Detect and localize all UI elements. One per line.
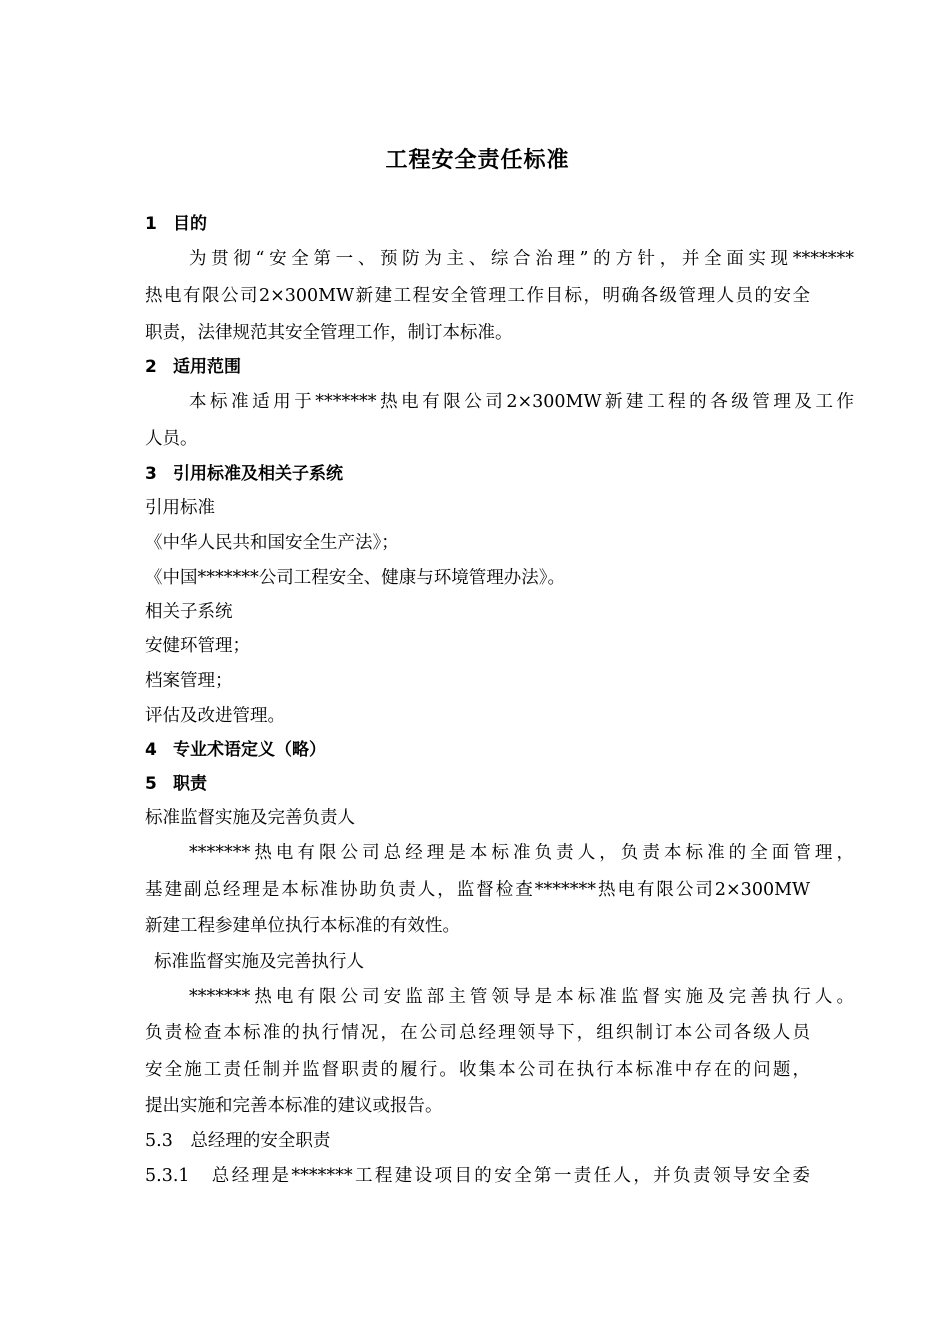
section-heading-3: [145, 462, 810, 486]
paragraph-line: 人员。: [145, 429, 198, 449]
paragraph-line: 5.3.1 总经理是*******工程建设项目的安全第一责任人，并负责领导安全委: [145, 1166, 810, 1186]
subsection-heading: 5.3 总经理的安全职责: [145, 1131, 331, 1151]
document-title: 工程安全责任标准: [385, 148, 570, 173]
section-title: 目的: [173, 214, 207, 234]
section-heading-2: [145, 355, 810, 379]
paragraph-line: 为贯彻“安全第一、预防为主、综合治理”的方针，并全面实现*******: [189, 249, 854, 269]
section-number: 3: [145, 464, 157, 484]
section-heading-4: [145, 738, 810, 762]
section-number: 2: [145, 357, 157, 377]
paragraph-line: 新建工程参建单位执行本标准的有效性。: [145, 916, 460, 936]
list-item: 安健环管理；: [145, 636, 250, 656]
list-item: 档案管理；: [145, 671, 233, 691]
subheading-line: 引用标准: [145, 498, 215, 518]
paragraph-line: 热电有限公司2×300MW新建工程安全管理工作目标，明确各级管理人员的安全: [145, 286, 810, 306]
list-item: 《中国*******公司工程安全、健康与环境管理办法》。: [145, 568, 565, 588]
paragraph-line: 本标准适用于*******热电有限公司2×300MW新建工程的各级管理及工作: [189, 392, 854, 412]
section-heading-1: [145, 212, 810, 236]
paragraph-line: 负责检查本标准的执行情况，在公司总经理领导下，组织制订本公司各级人员: [145, 1023, 810, 1043]
section-title: 职责: [173, 774, 207, 794]
section-number: 5: [145, 774, 157, 794]
section-number: 1: [145, 214, 157, 234]
paragraph-line: 提出实施和完善本标准的建议或报告。: [145, 1096, 443, 1116]
subheading-line: 标准监督实施及完善负责人: [145, 808, 355, 828]
paragraph-line: 安全施工责任制并监督职责的履行。收集本公司在执行本标准中存在的问题，: [145, 1060, 810, 1080]
paragraph-line: 基建副总经理是本标准协助负责人，监督检查*******热电有限公司2×300MW: [145, 880, 810, 900]
section-title: 引用标准及相关子系统: [173, 464, 343, 484]
paragraph-line: *******热电有限公司总经理是本标准负责人，负责本标准的全面管理，: [189, 843, 854, 863]
subheading-line: 标准监督实施及完善执行人: [154, 952, 364, 972]
section-title: 适用范围: [173, 357, 241, 377]
paragraph-line: *******热电有限公司安监部主管领导是本标准监督实施及完善执行人。: [189, 987, 854, 1007]
paragraph-line: 职责，法律规范其安全管理工作，制订本标准。: [145, 323, 513, 343]
section-heading-5: [145, 772, 810, 796]
section-title: 专业术语定义（略）: [173, 740, 326, 760]
list-item: 评估及改进管理。: [145, 706, 285, 726]
list-item: 《中华人民共和国安全生产法》；: [145, 533, 399, 553]
section-number: 4: [145, 740, 157, 760]
subheading-line: 相关子系统: [145, 602, 233, 622]
